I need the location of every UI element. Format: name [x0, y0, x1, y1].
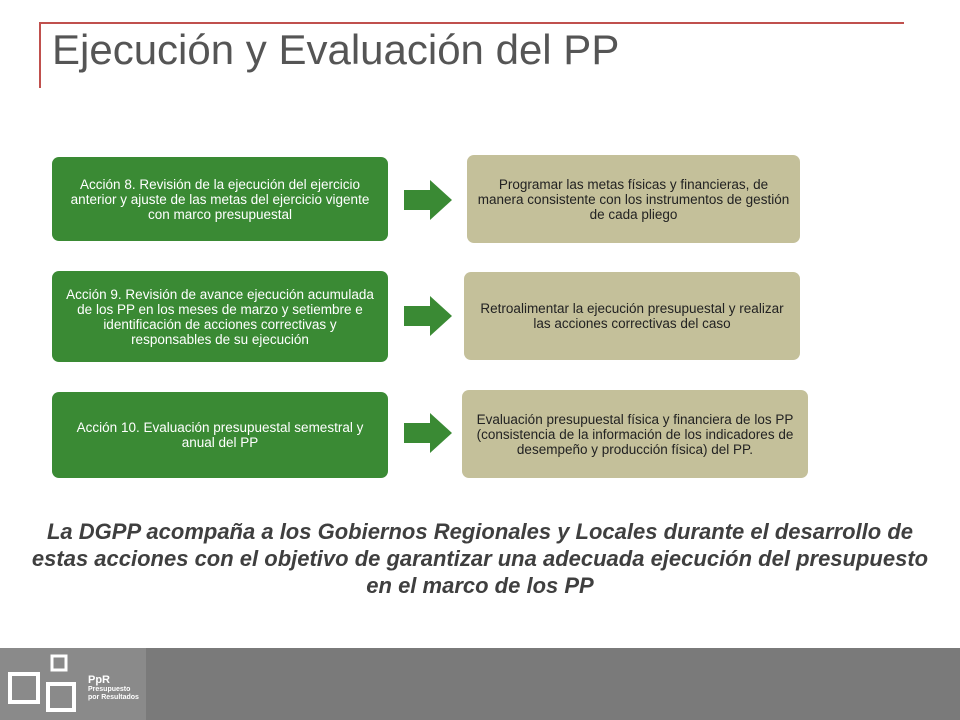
logo-text: [88, 674, 139, 702]
result-box-9: Retroalimentar la ejecución presupuestal y realizar las acciones correctivas del caso: [464, 272, 800, 360]
title-rule-left: [39, 22, 41, 88]
slide-title: Ejecución y Evaluación del PP: [52, 26, 620, 73]
right-arrow-icon: [404, 180, 454, 220]
logo-line-1: Presupuesto: [88, 686, 131, 693]
action-box-8: Acción 8. Revisión de la ejecución del ejercicio anterior y ajuste de las metas del ejercicio vigente con marco presupuestal: [52, 157, 388, 241]
action-box-10: Acción 10. Evaluación presupuestal semestral y anual del PP: [52, 392, 388, 478]
result-box-8: Programar las metas físicas y financieras, de manera consistente con los instrumentos de gestión de cada pliego: [467, 155, 800, 243]
logo-title: PpR: [88, 674, 110, 686]
result-box-10: Evaluación presupuestal física y financiera de los PP (consistencia de la información de los indicadores de desempeño y producción física) del PP.: [462, 390, 808, 478]
ppr-logo-icon: [8, 654, 82, 716]
right-arrow-icon: [404, 413, 454, 453]
logo-line-2: por Resultados: [88, 694, 139, 701]
action-box-9: Acción 9. Revisión de avance ejecución acumulada de los PP en los meses de marzo y setiembre e identificación de acciones correctivas y responsables de su ejecución: [52, 271, 388, 362]
footer-statement: La DGPP acompaña a los Gobiernos Regionales y Locales durante el desarrollo de estas acciones con el objetivo de garantizar una adecuada ejecución del presupuesto en el marco de los PP: [31, 519, 929, 598]
right-arrow-icon: [404, 296, 454, 336]
title-rule-top: [40, 22, 904, 24]
